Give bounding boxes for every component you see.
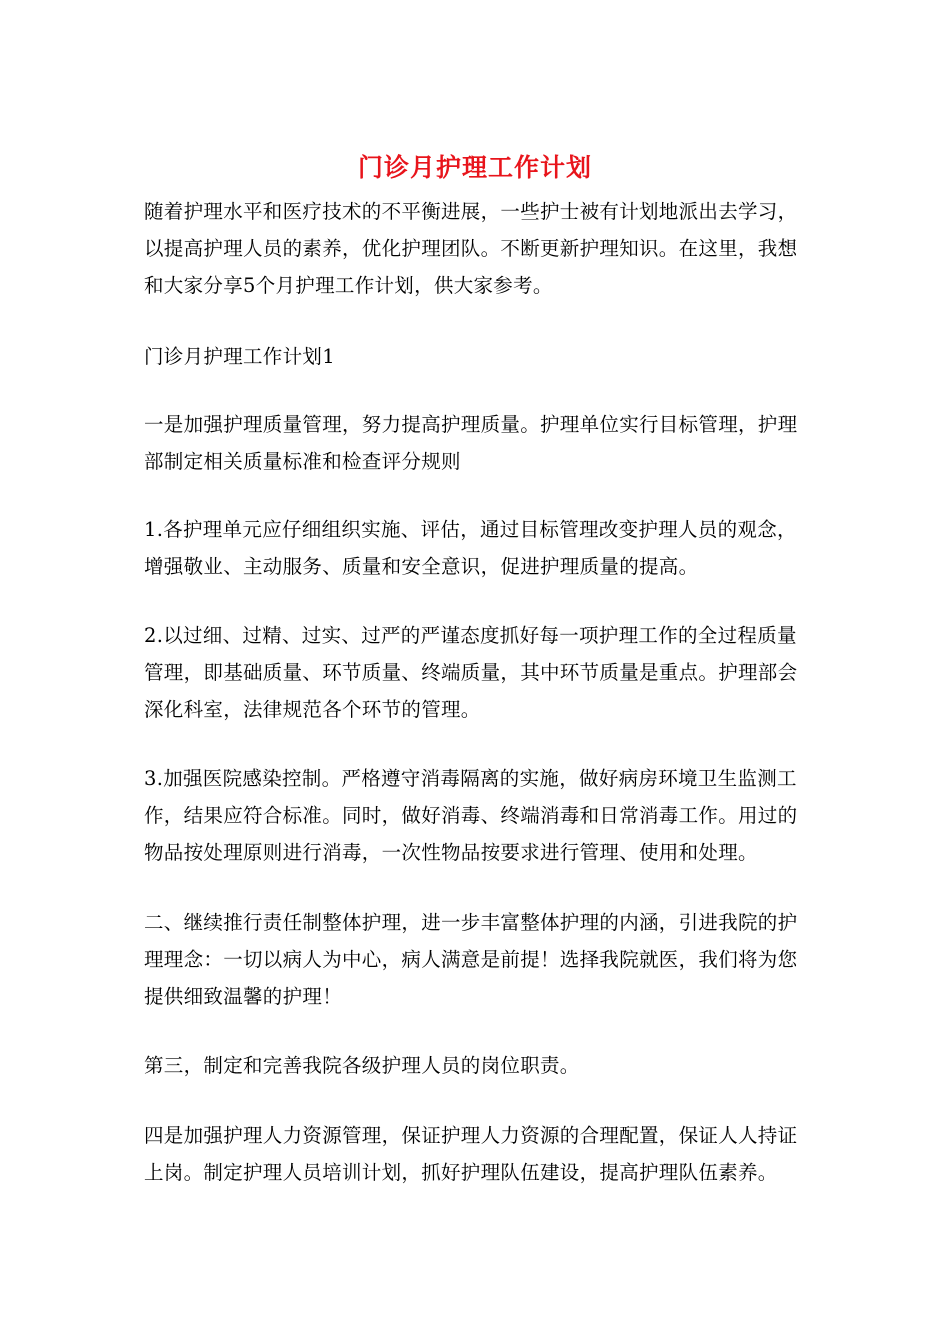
intro-paragraph: 随着护理水平和医疗技术的不平衡进展，一些护士被有计划地派出去学习，以提高护理人员的素养，优化护理团队。不断更新护理知识。在这里，我想和大家分享5个月护理工作计划，供大家参考。 xyxy=(144,200,798,297)
point-one-paragraph: 一是加强护理质量管理，努力提高护理质量。护理单位实行目标管理，护理部制定相关质量标准和检查评分规则 xyxy=(144,413,798,473)
numbered-item-1: 1.各护理单元应仔细组织实施、评估，通过目标管理改变护理人员的观念，增强敬业、主动服务、质量和安全意识，促进护理质量的提高。 xyxy=(144,518,797,578)
point-four-paragraph: 四是加强护理人力资源管理，保证护理人力资源的合理配置，保证人人持证上岗。制定护理人员培训计划，抓好护理队伍建设，提高护理队伍素养。 xyxy=(144,1124,798,1184)
page-title: 门诊月护理工作计划 xyxy=(357,153,592,182)
numbered-item-3: 3.加强医院感染控制。严格遵守消毒隔离的实施，做好病房环境卫生监测工作，结果应符合标准。同时，做好消毒、终端消毒和日常消毒工作。用过的物品按处理原则进行消毒，一次性物品按要求进行管理、使用和处理。 xyxy=(144,767,798,864)
plan-subheading: 门诊月护理工作计划1 xyxy=(144,345,335,368)
point-three-paragraph: 第三，制定和完善我院各级护理人员的岗位职责。 xyxy=(144,1054,580,1077)
point-two-paragraph: 二、继续推行责任制整体护理，进一步丰富整体护理的内涵，引进我院的护理理念：一切以病人为中心，病人满意是前提！选择我院就医，我们将为您提供细致温馨的护理！ xyxy=(144,911,798,1008)
numbered-item-2: 2.以过细、过精、过实、过严的严谨态度抓好每一项护理工作的全过程质量管理，即基础质量、环节质量、终端质量，其中环节质量是重点。护理部会深化科室，法律规范各个环节的管理。 xyxy=(144,624,798,721)
